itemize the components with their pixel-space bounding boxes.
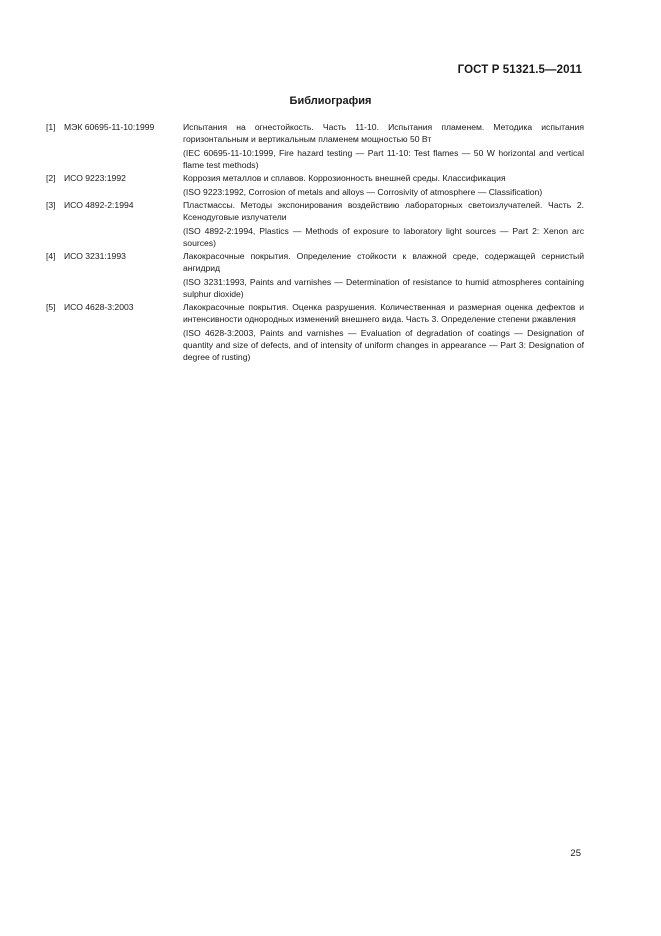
entry-title-en: (ISO 4628-3:2003, Paints and varnishes — Evaluation of degradation of coatings — Designation of quantity and size of defects, and of intensity of uniform changes in appearance — Part 3: Designation of degree of rusting) bbox=[183, 328, 584, 362]
entry-number: [5] bbox=[46, 302, 56, 312]
bibliography-title: Библиография bbox=[289, 95, 372, 107]
entry-description bbox=[183, 199, 584, 249]
entry-number: [3] bbox=[46, 200, 56, 210]
bibliography-entry bbox=[46, 301, 584, 363]
bibliography-entry bbox=[46, 172, 584, 198]
entry-title-ru: Коррозия металлов и сплавов. Коррозионность внешней среды. Классификация bbox=[183, 173, 506, 183]
entry-title-en: (IEC 60695-11-10:1999, Fire hazard testing — Part 11-10: Test flames — 50 W horizontal and vertical flame test methods) bbox=[183, 148, 584, 170]
entry-title-en: (ISO 3231:1993, Paints and varnishes — Determination of resistance to humid atmospheres containing sulphur dioxide) bbox=[183, 277, 584, 299]
entry-standard: МЭК 60695-11-10:1999 bbox=[64, 122, 155, 132]
entry-title-en: (ISO 9223:1992, Corrosion of metals and alloys — Corrosivity of atmosphere — Classification) bbox=[183, 187, 543, 197]
entry-standard: ИСО 9223:1992 bbox=[64, 173, 126, 183]
entry-number: [1] bbox=[46, 122, 56, 132]
entry-title-ru: Испытания на огнестойкость. Часть 11-10. Испытания пламенем. Методика испытания горизонтальным и вертикальным пламенем мощностью 50 Вт bbox=[183, 122, 584, 144]
entry-title-ru: Лакокрасочные покрытия. Определение стойкости к влажной среде, содержащей сернистый ангидрид bbox=[183, 251, 584, 273]
entry-description bbox=[183, 301, 584, 363]
bibliography-list bbox=[46, 121, 584, 364]
bibliography-entry bbox=[46, 250, 584, 300]
entry-title-ru: Лакокрасочные покрытия. Оценка разрушения. Количественная и размерная оценка дефектов и интенсивности однородных изменений внешнего вида. Часть 3. Определение степени ржавления bbox=[183, 302, 584, 324]
entry-standard: ИСО 4628-3:2003 bbox=[64, 302, 134, 312]
entry-title-ru: Пластмассы. Методы экспонирования воздействию лабораторных светоизлучателей. Часть 2. Ксенодуговые излучатели bbox=[183, 200, 584, 222]
bibliography-entry bbox=[46, 121, 584, 171]
entry-description bbox=[183, 121, 584, 171]
entry-title-en: (ISO 4892-2:1994, Plastics — Methods of exposure to laboratory light sources — Part 2: Xenon arc sources) bbox=[183, 226, 584, 248]
entry-standard: ИСО 4892-2:1994 bbox=[64, 200, 134, 210]
entry-number: [4] bbox=[46, 251, 56, 261]
entry-description bbox=[183, 172, 584, 198]
standard-code-header: ГОСТ Р 51321.5—2011 bbox=[457, 64, 582, 76]
entry-standard: ИСО 3231:1993 bbox=[64, 251, 126, 261]
entry-number: [2] bbox=[46, 173, 56, 183]
bibliography-entry bbox=[46, 199, 584, 249]
page-number: 25 bbox=[570, 848, 581, 859]
entry-description bbox=[183, 250, 584, 300]
